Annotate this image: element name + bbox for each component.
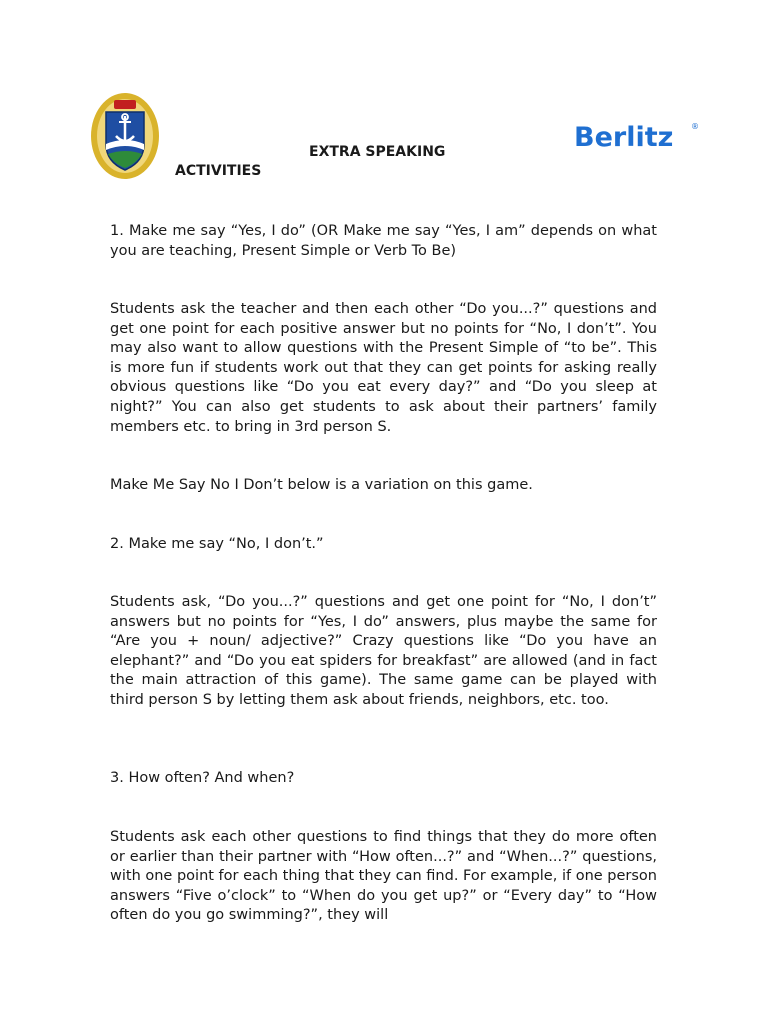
- paragraph-1: 1. Make me say “Yes, I do” (OR Make me say “Yes, I am” depends on what you are teaching, Present Simple or Verb To Be): [110, 223, 657, 259]
- paragraph-4: 2. Make me say “No, I don’t.”: [110, 536, 324, 552]
- title-line-1: EXTRA SPEAKING: [309, 144, 446, 160]
- berlitz-logo: [574, 118, 698, 152]
- svg-text:Berlitz: Berlitz: [574, 122, 674, 153]
- paragraph-3: Make Me Say No I Don’t below is a variation on this game.: [110, 477, 533, 493]
- paragraph-2: Students ask the teacher and then each other “Do you...?” questions and get one point for each positive answer but no points for “No, I don’t”. You may also want to allow questions with the Present Simple of “to be”. This is more fun if students work out that they can get points for asking really obvious questions like “Do you eat every day?” and “Do you sleep at night?” You can also get students to ask about their partners’ family members etc. to bring in 3rd person S.: [110, 301, 657, 435]
- paragraph-7: Students ask each other questions to find things that they do more often or earlier than their partner with “How often...?” and “When...?” questions, with one point for each thing that they can find. For example, if one person answers “Five o’clock” to “When do you get up?” or “Every day” to “How often do you go swimming?”, they will: [110, 829, 657, 924]
- title-line-2: ACTIVITIES: [175, 163, 262, 179]
- crest-icon: [90, 92, 160, 180]
- paragraph-6: 3. How often? And when?: [110, 770, 295, 786]
- paragraph-5: Students ask, “Do you...?” questions and get one point for “No, I don’t” answers but no points for “Yes, I do” answers, plus maybe the same for “Are you + noun/ adjective?” Crazy questions like “Do you have an elephant?” and “Do you eat spiders for breakfast” are allowed (and in fact the main attraction of this game). The same game can be played with third person S by letting them ask about friends, neighbors, etc. too.: [110, 594, 657, 708]
- svg-text:®: ®: [691, 122, 699, 131]
